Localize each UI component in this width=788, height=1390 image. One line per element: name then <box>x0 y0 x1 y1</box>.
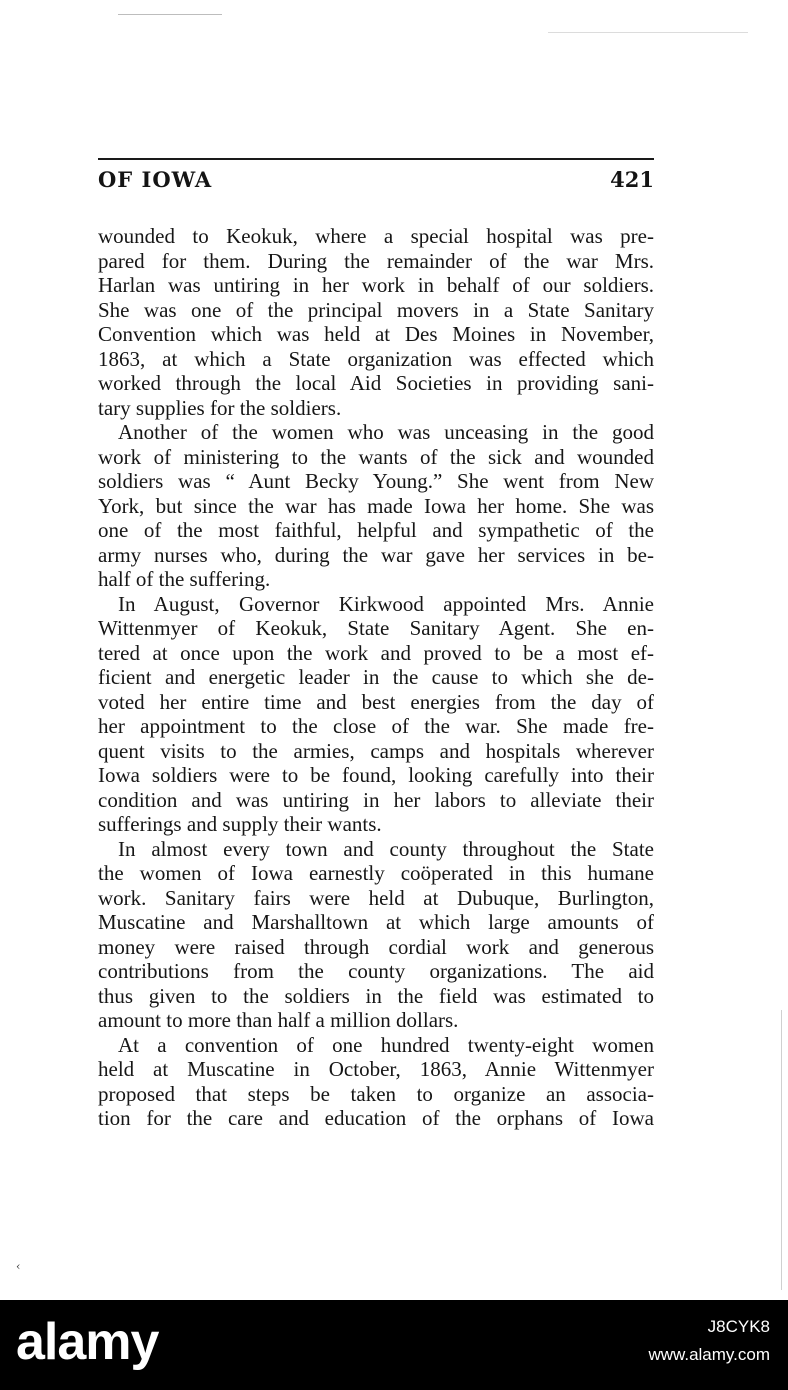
text-line: money were raised through cordial work and generous <box>98 934 654 959</box>
text-line: proposed that steps be taken to organize an associa- <box>98 1081 654 1106</box>
body-text <box>98 224 654 1131</box>
text-line: She was one of the principal movers in a State Sanitary <box>98 297 654 322</box>
text-line: voted her entire time and best energies from the day of <box>98 689 654 714</box>
text-line: quent visits to the armies, camps and hospitals wherever <box>98 738 654 763</box>
text-line: worked through the local Aid Societies in providing sani- <box>98 371 654 395</box>
running-head: OF IOWA <box>98 167 213 192</box>
text-line: thus given to the soldiers in the field was estimated to <box>98 983 654 1008</box>
text-line: Iowa soldiers were to be found, looking carefully into their <box>98 763 654 787</box>
text-line: Wittenmyer of Keokuk, State Sanitary Agent. She en- <box>98 616 654 640</box>
page-header <box>98 158 654 198</box>
text-line: work of ministering to the wants of the sick and wounded <box>98 444 654 469</box>
text-line: army nurses who, during the war gave her services in be- <box>98 542 654 567</box>
page-number: 421 <box>610 167 654 192</box>
text-line: half of the suffering. <box>98 567 271 591</box>
text-line: the women of Iowa earnestly coöperated in this humane <box>98 861 654 885</box>
text-line: Convention which was held at Des Moines in November, <box>98 322 654 346</box>
watermark-banner <box>0 1300 788 1390</box>
paragraph-start-line: In August, Governor Kirkwood appointed Mrs. Annie <box>118 591 654 616</box>
text-line: tary supplies for the soldiers. <box>98 395 342 420</box>
page-edge-line <box>781 1010 782 1290</box>
text-line: ficient and energetic leader in the cause to which she de- <box>98 665 654 689</box>
text-line: tered at once upon the work and proved to be a most ef- <box>98 640 654 665</box>
text-line: tion for the care and education of the orphans of Iowa <box>98 1106 654 1130</box>
paragraph-start-line: In almost every town and county throughout the State <box>118 836 654 861</box>
text-line: contributions from the county organizations. The aid <box>98 959 654 983</box>
text-line: her appointment to the close of the war. She made fre- <box>98 714 654 738</box>
text-line: 1863, at which a State organization was effected which <box>98 346 654 371</box>
scan-speck-top-left <box>118 14 222 15</box>
image-id: J8CYK8 <box>707 1317 770 1336</box>
text-line: work. Sanitary fairs were held at Dubuque, Burlington, <box>98 885 654 910</box>
text-line: amount to more than half a million dollars. <box>98 1008 459 1032</box>
text-line: Harlan was untiring in her work in behalf of our soldiers. <box>98 273 654 297</box>
text-line: one of the most faithful, helpful and sympathetic of the <box>98 518 654 542</box>
text-line: pared for them. During the remainder of the war Mrs. <box>98 248 654 273</box>
site-url: www.alamy.com <box>648 1345 770 1364</box>
paragraph-start-line: At a convention of one hundred twenty-eight women <box>118 1032 654 1057</box>
text-line: held at Muscatine in October, 1863, Annie Wittenmyer <box>98 1057 654 1081</box>
text-line: wounded to Keokuk, where a special hospital was pre- <box>98 224 654 248</box>
paragraph-start-line: Another of the women who was unceasing in the good <box>118 420 654 444</box>
alamy-logo: alamy <box>16 1313 159 1371</box>
text-line: soldiers was “ Aunt Becky Young.” She went from New <box>98 469 654 493</box>
scan-edge-mark: ‹ <box>16 1260 21 1273</box>
header-rule <box>98 158 654 160</box>
scan-speck-top-right <box>548 32 748 33</box>
text-line: sufferings and supply their wants. <box>98 812 382 836</box>
text-line: condition and was untiring in her labors to alleviate their <box>98 787 654 812</box>
text-line: York, but since the war has made Iowa her home. She was <box>98 493 654 518</box>
text-line: Muscatine and Marshalltown at which large amounts of <box>98 910 654 934</box>
